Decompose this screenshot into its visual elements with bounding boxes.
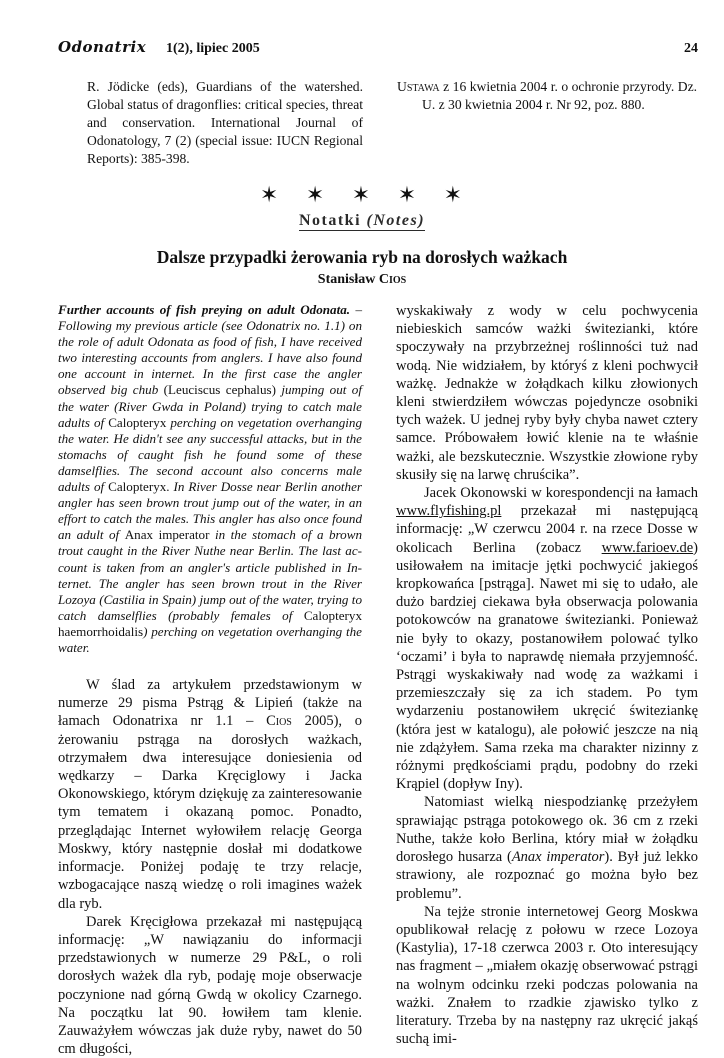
species-name: Calopteryx haemorrhoidalis: [58, 607, 362, 639]
abstract-text: – Following my previous article (see Odonatrix no. 1.1) on the role of adult Odonata as food of fish, I have received two interesting accounts from anglers. I have also found one account in internet. In the first case the angler observed big chub: [58, 302, 363, 398]
paragraph: wyskakiwały z wody w celu pochwycenia niebieskich samców ważki świtezianki, które spoczywały na przybrzeżnej roślinności tuż nad wodą. Nie widziałem, by któryś z kleni pochwycił ważkę. Jednakże w żołądkach kilku złowionych kleni stwierdziłem wówczas pojedyncze osobniki tych ważek. U jednej ryby były chyba nawet cztery samce. Próbowałem łowić klenie na te właśnie ważki, ale bezskutecznie. Wszystkie złowione ryby skusiły się na larwę chruścika”.: [396, 303, 698, 483]
left-column: [58, 302, 362, 1058]
reference-left: [87, 78, 363, 168]
page-number: 24: [684, 41, 698, 56]
flyfishing-link[interactable]: www.flyfishing.pl: [396, 503, 502, 520]
cited-author: Cios: [266, 713, 292, 730]
abstract-text: ) perching on vegetation overhanging the water.: [58, 623, 362, 655]
english-abstract: [58, 302, 362, 656]
farioev-link[interactable]: www.farioev.de: [601, 539, 694, 556]
reference-text: [397, 78, 697, 114]
star-divider: ✶ ✶ ✶ ✶ ✶: [259, 182, 465, 207]
section-label-en: (Notes): [366, 212, 426, 229]
paragraph-text: przekazał mi następującą informację: „W czerwcu 2004 r. na rzece Dosse w okolicach Berlina (zobacz: [396, 503, 698, 556]
reference-right: [397, 78, 697, 114]
paragraph: [396, 793, 698, 902]
paragraph-text: W ślad za artykułem przedstawionym w numerze 29 pisma Pstrąg & Lipień (także na łamach Odonatrixa nr 1.1 –: [58, 677, 362, 730]
journal-logo: Odonatrix: [58, 38, 147, 56]
abstract-text: perching on vegetation overhanging the water. He didn't see any successful attacks, but in the stomachs of caught fish he found some of these damselflies. The second account also concerns male adults of: [58, 414, 362, 495]
species-name: Anax imperator: [511, 849, 605, 866]
reference-text: R. Jödicke (eds), Guardians of the watershed. Global status of dragonflies: critical species, threat and conservation. International Journal of Odonatology, 7 (2) (special issue: IUCN Regional Reports): 385-398.: [87, 79, 363, 166]
paragraph: Darek Kręcigłowa przekazał mi następującą informację: „W nawiązaniu do informacji przedstawionych w numerze 29 P&L, o roli dorosłych ważek dla ryb, podaję moje obserwacje poczynione nad górną Gwdą w okolicy Czarnego. Na początku lat 90. łowiłem tam klenie. Zauważyłem wówczas jak duże ryby, nawet do 50 cm długości,: [58, 913, 362, 1058]
abstract-text: in the stomach of a brown trout caught in the River Nuthe near Berlin. The last ac-count is taken from an angler's article published in In-ternet. The angler has seen brown trout in the River Lozoya (Castilia in Spain) jump out of the water, trying to catch damselflies (probably females of: [58, 527, 362, 623]
paragraph-text: ) usiłowałem na imitacje jętki pochwycić jakiegoś kropkowańca [pstrąga]. Nawet mi się to udało, ale dużo bardziej ciekawa była obserwacja polowania potokowców na granatowe świtezianki. Ponieważ nie były to okazy, postanowiłem polować tylko ‘oczami’ i była to naprawdę niemała przyjemność. Pstrągi wyskakiwały nad wodę za ważkami i przemieszczały się za ich stadem. Po tym wydarzeniu postanowiłem ukręcić świteziankę (która jest w katalogu), ale połowić jeszcze na nią nie zdążyłem. Sama rzeka ma charakter nizinny z różnymi prędkościami prądu, podobny do rzeki Krąpiel (dopływ Iny).: [396, 539, 698, 793]
abstract-lead: Further accounts of fish preying on adult Odonata.: [58, 302, 351, 317]
abstract-text: In River Dosse near Berlin another angler has seen brown trout jump out of the water, in an effort to catch the males. This angler has also once found an adult of: [58, 479, 363, 543]
paragraph: Na tejże stronie internetowej Georg Moskwa opublikował relację z połowu w rzece Lozoya (Kastylia), 17-18 czerwca 2003 r. Oto interesujący nas fragment – „miałem okazję obserwować pstrągi na wolnym odcinku rzeki podczas polowania na ważki. Znałem to rzadkie zjawisko tylko z literatury. Trzeba by na następny raz ukręcić jakąś suchą imi-: [396, 903, 698, 1048]
species-name: (Leuciscus cephalus): [163, 382, 276, 398]
reference-author: Ustawa: [397, 79, 440, 94]
paragraph: [58, 676, 362, 913]
author-first: Stanisław: [317, 272, 379, 287]
article-author: [0, 272, 724, 288]
paragraph-text: Jacek Okonowski w korespondencji na łamach: [424, 485, 698, 502]
section-label: Notatki: [298, 212, 362, 229]
article-title: Dalsze przypadki żerowania ryb na dorosłych ważkach: [156, 247, 568, 267]
author-last: Cios: [378, 272, 407, 287]
paragraph-text: Natomiast wielką niespodziankę przeżyłem sprawiając pstrąga potokowego ok. 36 cm z rzeki Nuthe, także koło Berlina, który miał w żołądku dorosłego husarza (: [396, 794, 698, 866]
paragraph-text: 2005), o żerowaniu pstrąga na dorosłych ważkach, otrzymałem dwa interesujące doniesienia od wędkarzy – Darka Kręciglowy i Jacka Okonowskiego, którym dziękuję za zainteresowanie tym tematem i okazaną pomoc. Ponadto, przeglądając Internet wyłowiłem relację Georga Moskwy, który następnie dosłał mi dodatkowe informacje. Poniżej podaję te trzy relacje, wzbogacające naszą wiedzę o roli imagines ważek dla ryb.: [58, 713, 362, 912]
right-column: [396, 302, 698, 1048]
left-body: [58, 676, 362, 1058]
issue-label: 1(2), lipiec 2005: [166, 41, 260, 56]
page-header: [58, 38, 698, 62]
section-heading: [0, 212, 724, 230]
species-name: Calopteryx: [108, 414, 167, 430]
paragraph-text: ). Był już lekko strawiony, ale rozpoznać go można było bez problemu”.: [396, 849, 699, 902]
abstract-text: jumping out of the water (River Gwda in Poland) trying to catch male adults of: [58, 382, 362, 430]
paragraph: [396, 484, 698, 793]
right-body: [396, 302, 698, 1048]
species-name: Calopteryx.: [108, 479, 170, 495]
species-name: Anax imperator: [124, 527, 210, 543]
reference-rest: z 16 kwietnia 2004 r. o ochronie przyrody. Dz. U. z 30 kwietnia 2004 r. Nr 92, poz. 880.: [422, 79, 697, 112]
